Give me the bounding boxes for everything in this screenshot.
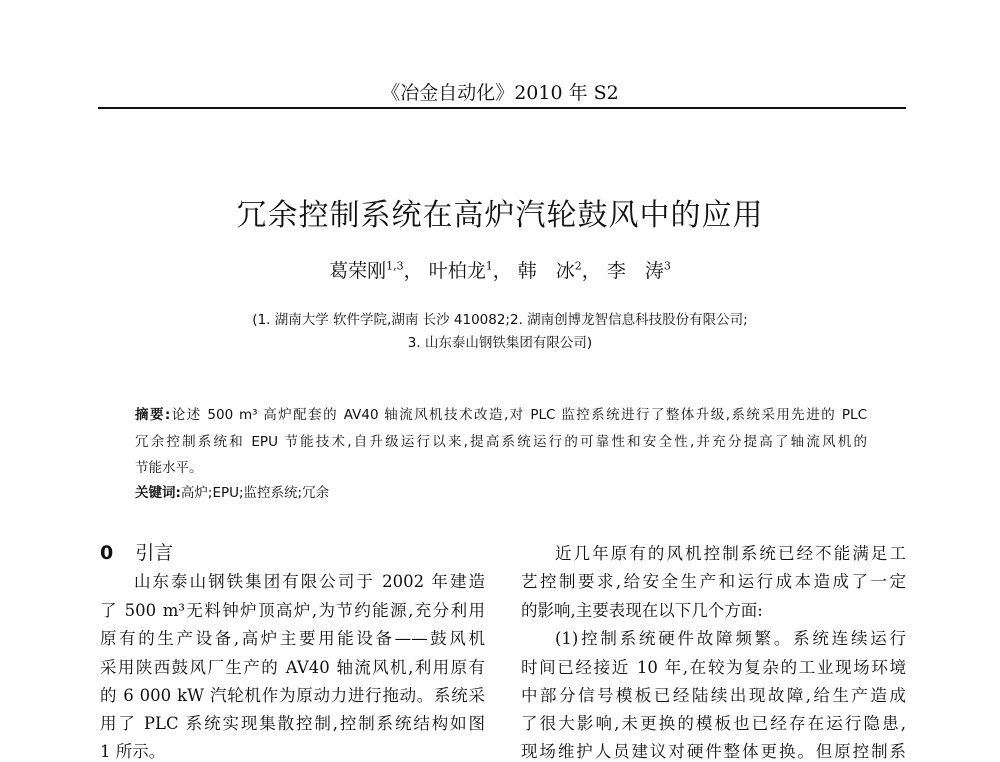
author-affiliation-mark: 3 [663,259,671,273]
body-line: 时间已经接近 10 年,在较为复杂的工业现场环境 [521,658,906,677]
author-affiliation-mark: 2 [574,259,582,273]
body-line: 近几年原有的风机控制系统已经不能满足工 [555,544,906,563]
abstract-line: 节能水平。 [135,460,203,476]
body-line: 用了 PLC 系统实现集散控制,控制系统结构如图 [100,714,485,733]
body-line: 了 500 m³无料钟炉顶高炉,为节约能源,充分利用 [100,601,485,620]
abstract-text: 论述 500 m³ 高炉配套的 AV40 轴流风机技术改造,对 PLC 监控系统进行了整体升级,系统采用先进的 PLC [170,407,867,423]
keywords-text: 高炉;EPU;监控系统;冗余 [180,485,330,501]
affiliation-line: (1. 湖南大学 软件学院,湖南 长沙 410082;2. 湖南创博龙智信息科技股份有限公司; [252,312,748,328]
body-line: 原有的生产设备,高炉主要用能设备——鼓风机 [100,629,485,648]
journal-header: 《冶金自动化》2010 年 S2 [381,82,619,104]
body-line: 现场维护人员建议对硬件整体更换。但原控制系 [521,742,906,761]
author-separator: ， [492,260,512,282]
body-line: 采用陕西鼓风厂生产的 AV40 轴流风机,利用原有 [100,658,485,677]
keywords-line [135,481,867,501]
author-separator: ， [403,260,423,282]
author-name: 韩 冰 [517,260,575,282]
body-line: 的影响,主要表现在以下几个方面: [521,601,763,620]
body-line: 的 6 000 kW 汽轮机作为原动力进行拖动。系统采 [100,686,485,705]
body-line: (1)控制系统硬件故障频繁。系统连续运行 [555,629,906,648]
author-name: 李 涛 [606,260,664,282]
body-line: 中部分信号模板已经陆续出现故障,给生产造成 [521,686,906,705]
body-line: 了很大影响,未更换的模板也已经存在运行隐患, [521,714,906,733]
section-title: 引言 [135,542,174,564]
section-number: 0 [100,542,114,564]
abstract-line [135,403,867,423]
body-line: 1 所示。 [100,742,166,761]
header-rule [98,107,906,109]
author-name: 葛荣刚 [329,260,387,282]
abstract-line: 冗余控制系统和 EPU 节能技术,自升级运行以来,提高系统运行的可靠性和安全性,并充分提高了轴流风机的 [135,434,867,450]
author-name: 叶柏龙 [428,260,486,282]
section-heading [100,538,173,565]
author-affiliation-mark: 1,3 [386,259,404,273]
author-list [0,256,1000,283]
author-separator: ， [581,260,601,282]
abstract-label: 摘要: [135,407,171,423]
paper-title: 冗余控制系统在高炉汽轮鼓风中的应用 [236,198,764,233]
affiliation-line: 3. 山东泰山钢铁集团有限公司) [407,335,593,351]
body-line: 艺控制要求,给安全生产和运行成本造成了一定 [521,572,906,591]
keywords-label: 关键词: [135,485,181,501]
author-affiliation-mark: 1 [485,259,493,273]
body-line: 山东泰山钢铁集团有限公司于 2002 年建造 [134,572,485,591]
